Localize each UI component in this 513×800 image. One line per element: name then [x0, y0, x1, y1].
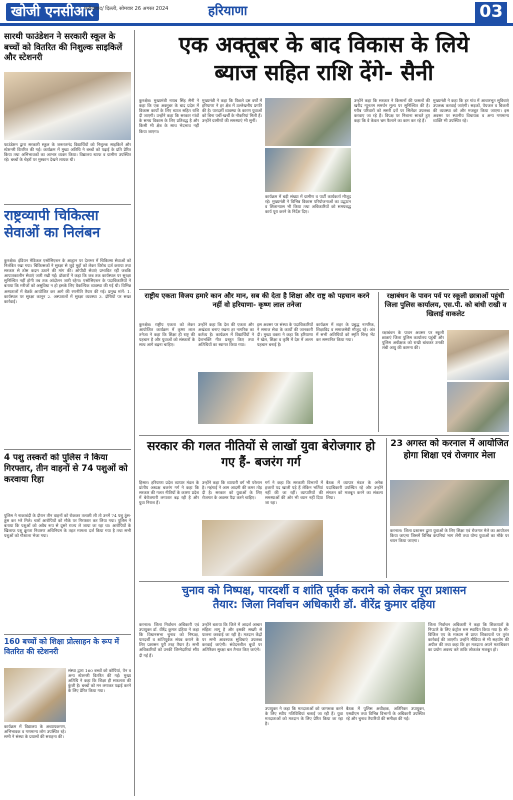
election-prep-headline-line2: तैयार: जिला निर्वाचन अधिकारी डॉ. वीरेंद्र कुमार दहिया: [212, 598, 436, 611]
column-divider: [378, 292, 379, 432]
rakshabandhan-photo-1: [447, 330, 509, 380]
rakshabandhan-body: रक्षाबंधन के पावन अवसर पर स्कूली छात्राएं जिला पुलिस कार्यालय पहुंचीं और पुलिस अधीक्षक को राखी बांधकर उनकी लंबी आयु की कामना की।: [382, 330, 444, 351]
divider: [139, 435, 509, 436]
main-lead-body-col4: उन्होंने कहा कि सरकार ने किसानों की फसलों की खरीद न्यूनतम समर्थन मूल्य पर सुनिश्चित की है। गरीब परिवारों को सस्ती दरों पर सिलेंडर उपलब्ध करवाए जा रहे हैं। विपक्ष पर निशाना साधते हुए कहा कि वे केवल भ्रम फैलाने का काम कर रहे हैं।: [354, 98, 430, 124]
divider: [4, 204, 131, 205]
unity-body-col3: इस अवसर पर संस्था के पदाधिकारियों ने समाज सेवा के कार्यों की जानकारी दी। मुख्य वक्ता ने कहा कि हरियाणा ने खेल, शिक्षा व कृषि में देश में अलग पहचान बनाई है।: [257, 322, 313, 348]
rakshabandhan-headline: रक्षाबंधन के पावन पर्व पर स्कूली छात्राओं पहुंची जिला पुलिस कार्यालय, एस.पी. को बांधी राखी व खिलाई वाकलेट: [384, 292, 507, 318]
unity-body-col1: कुरुक्षेत्र। राष्ट्रीय एकता को लेकर आयोजित कार्यक्रम में कृष्ण लाल तनेजा ने कहा कि शिक्षा ही राष्ट्र की पहचान है और युवाओं को संस्कारों के साथ आगे बढ़ना चाहिए।: [139, 322, 195, 348]
sai-foundation-body: फाउंडेशन द्वारा सरकारी स्कूल के जरूरतमंद विद्यार्थियों को निशुल्क साइकिलें और स्टेशनरी वितरित की गई। कार्यक्रम में मुख्य अतिथि ने बच्चों को पढ़ाई के प्रति प्रेरित किया तथा अभिभावकों का आभार व्यक्त किया। विद्यालय स्टाफ व ग्रामीण उपस्थित रहे। बच्चों के चेहरों पर मुस्कान देखने लायक थी।: [4, 142, 131, 163]
main-lead-headline-line1: एक अक्तूबर के बाद विकास के लिये: [178, 33, 470, 58]
election-body-col4: बैठक में पुलिस अधीक्षक, अतिरिक्त उपायुक्त, एसडीएम तथा विभिन्न विभागों के अधिकारी उपस्थित रहे और चुनाव तैयारियों की समीक्षा की गई।: [346, 706, 425, 722]
column-divider: [134, 30, 135, 796]
books-photo: [4, 668, 66, 722]
rakshabandhan-photo-2: [447, 382, 509, 432]
main-lead-body-col3: कार्यक्रम में बड़ी संख्या में ग्रामीण व पार्टी कार्यकर्ता मौजूद रहे। मुख्यमंत्री ने विभिन्न विकास परियोजनाओं का उद्घाटन व शिलान्यास भी किया तथा अधिकारियों को समयबद्ध कार्य पूरा करने के निर्देश दिए।: [265, 194, 351, 215]
medical-strike-article: [4, 208, 131, 256]
karnal-fair-photo: [390, 480, 509, 526]
main-lead-body-col1: कुरुक्षेत्र। मुख्यमंत्री नायब सिंह सैनी ने कहा कि एक अक्तूबर के बाद प्रदेश में विकास कार्यों के लिए ब्याज सहित राशि दी जाएगी। उन्होंने कहा कि सरकार गांवों के समग्र विकास के लिए प्रतिबद्ध है और किसी भी क्षेत्र के साथ भेदभाव नहीं किया जाएगा।: [139, 98, 199, 134]
election-body-col1: करनाल। जिला निर्वाचन अधिकारी एवं उपायुक्त डॉ. वीरेंद्र कुमार दहिया ने कहा कि विधानसभा चुनाव को निष्पक्ष, पारदर्शी व शांतिपूर्वक संपन्न कराने के लिए प्रशासन पूरी तरह तैयार है। सभी अधिकारियों को उनकी जिम्मेदारियां सौंप दी गई हैं।: [139, 622, 199, 658]
bajrang-body-col1: हिसार। हरियाणा प्रदेश व्यापार मंडल के प्रांतीय अध्यक्ष बजरंग गर्ग ने कहा कि सरकार की गलत नीतियों के कारण प्रदेश में बेरोजगारी लगातार बढ़ रही है और युवा निराश हैं।: [139, 480, 199, 506]
books-distribution-body: संस्था द्वारा 160 बच्चों को कॉपियां, पेन व अन्य स्टेशनरी वितरित की गई। मुख्य अतिथि ने कहा कि शिक्षा ही सफलता की कुंजी है। बच्चों को मन लगाकर पढ़ाई करने के लिए प्रेरित किया गया।: [68, 668, 131, 694]
unity-body-col2: उन्होंने कहा कि देश की एकता और अखंडता बनाए रखना हर नागरिक का कर्तव्य है। कार्यक्रम में विद्यार्थियों ने देशभक्ति गीत प्रस्तुत किए तथा अतिथियों का स्वागत किया गया।: [198, 322, 254, 348]
section-title: हरियाणा: [208, 4, 248, 19]
animal-smuggling-body: पुलिस ने नाकाबंदी के दौरान तीन वाहनों को रोककर तलाशी ली तो उनमें 74 पशु ठूंस-ठूंस कर भरे मिले। चारों आरोपियों को मौके पर गिरफ्तार कर लिया गया। पुलिस ने बताया कि पशुओं को अवैध रूप से दूसरे राज्य ले जाया जा रहा था। आरोपियों के खिलाफ पशु क्रूरता निवारण अधिनियम के तहत मामला दर्ज किया गया है तथा सभी पशुओं को गौशाला भेजा गया।: [4, 513, 131, 539]
election-body-col2: उन्होंने बताया कि जिले में आदर्श आचार संहिता लागू है और इसकी सख्ती से पालना करवाई जा रही है। मतदान केंद्रों पर सभी आवश्यक सुविधाएं उपलब्ध करवाई जाएंगी। संवेदनशील बूथों पर अतिरिक्त सुरक्षा बल तैनात किए जाएंगे।: [202, 622, 262, 653]
animal-smuggling-headline: 4 पशु तस्करों को पुलिस ने किया गिरफ्तार, तीन वाहनों से 74 पशुओं को करवाया रिहा: [4, 453, 128, 485]
divider: [4, 449, 131, 450]
election-prep-headline-line1: चुनाव को निष्पक्ष, पारदर्शी व शांति पूर्वक कराने को लेकर पूरा प्रशासन: [181, 584, 467, 597]
books-distribution-article: [4, 637, 131, 667]
students-cycles-photo: [4, 72, 131, 140]
unity-speech-article: [139, 292, 375, 320]
main-lead-body-col2: मुख्यमंत्री ने कहा कि पिछले दस वर्षों में हरियाणा ने हर क्षेत्र में उल्लेखनीय प्रगति की है। पारदर्शी व्यवस्था के कारण युवाओं को बिना पर्ची-खर्ची के नौकरियां मिली हैं। उन्होंने ग्रामीणों की समस्याएं भी सुनीं।: [202, 98, 262, 124]
newspaper-logo: खोजी एनसीआर: [6, 3, 99, 21]
medical-strike-body: कुरुक्षेत्र। इंडियन मेडिकल एसोसिएशन के आह्वान पर देशभर में चिकित्सा सेवाओं को निलंबित रखा गया। चिकित्सकों ने सुरक्षा से जुड़े मुद्दों को लेकर विरोध दर्ज कराया तथा सरकार से ठोस कदम उठाने की मांग की। ओपीडी सेवाएं प्रभावित रहीं जबकि आपातकालीन सेवाएं जारी रखी गईं। डॉक्टरों ने कहा कि जब तक कार्यस्थल पर सुरक्षा सुनिश्चित नहीं होगी तब तक आंदोलन जारी रहेगा। एसोसिएशन के पदाधिकारियों ने बताया कि मरीजों को असुविधा न हो इसके लिए वैकल्पिक व्यवस्था की गई थी। विभिन्न अस्पतालों में बैठकें आयोजित कर आगे की रणनीति तैयार की गई। प्रमुख मांगें: 1. कार्यस्थल पर सुरक्षा कानून 2. अस्पतालों में सुरक्षा व्यवस्था 3. दोषियों पर सख्त कार्रवाई।: [4, 258, 131, 304]
bajrang-garg-headline: सरकार की गलत नीतियों से लाखों युवा बेरोजगार हो गए हैं- बजरंग गर्ग: [146, 439, 376, 469]
election-meeting-photo: [265, 622, 425, 704]
main-lead-headline-line2: ब्याज सहित राशि देंगे- सैनी: [214, 61, 434, 86]
masthead-bar: [0, 0, 513, 26]
cm-event-photo-1: [265, 98, 351, 146]
sai-foundation-headline: सारथी फाउंडेशन ने सरकारी स्कूल के बच्चों को वितरित की निशुल्क साइकिलें और स्टेशनरी: [4, 31, 123, 62]
rakshabandhan-article: [382, 292, 509, 328]
unity-event-photo: [198, 372, 313, 424]
divider: [139, 289, 509, 290]
election-body-col3: उपायुक्त ने कहा कि मतदाताओं को जागरूक करने के लिए स्वीप गतिविधियां चलाई जा रही हैं। युवा मतदाताओं को मतदान के लिए प्रेरित किया जा रहा है।: [265, 706, 343, 727]
books-distribution-body-2: कार्यक्रम में विद्यालय के अध्यापकगण, अभिभावक व गणमान्य लोग उपस्थित रहे। सभी ने संस्था के प्रयासों की सराहना की।: [4, 724, 66, 740]
unity-body-col4: कार्यक्रम में शहर के प्रबुद्ध नागरिक, शिक्षाविद व समाजसेवी मौजूद रहे। अंत में सभी अतिथियों को स्मृति चिन्ह भेंट कर सम्मानित किया गया।: [316, 322, 375, 343]
bajrang-body-col2: उन्होंने कहा कि व्यापारी वर्ग भी परेशान है। महंगाई ने आम आदमी की कमर तोड़ दी है। सरकार को युवाओं के लिए रोजगार के अवसर पैदा करने चाहिए।: [202, 480, 262, 501]
bajrang-body-col3: गर्ग ने कहा कि सरकारी विभागों में हजारों पद खाली पड़े हैं लेकिन भर्तियां नहीं की जा रहीं। व्यापारियों की समस्याओं की ओर भी ध्यान नहीं दिया जा रहा।: [265, 480, 323, 506]
books-distribution-headline: 160 बच्चों को शिक्षा प्रोत्साहन के रूप में वितरित की स्टेशनरी: [4, 637, 120, 656]
sai-foundation-article: [4, 31, 131, 71]
karnal-fair-article: [390, 438, 509, 478]
divider: [4, 634, 131, 635]
bajrang-meeting-photo: [202, 520, 323, 576]
election-body-col5: जिला निर्वाचन अधिकारी ने कहा कि शिकायतों के निपटारे के लिए कंट्रोल रूम स्थापित किया गया है। सी-विजिल एप के माध्यम से प्राप्त शिकायतों पर तुरंत कार्रवाई की जाएगी। उन्होंने मीडिया से भी सहयोग की अपील की तथा कहा कि हर मतदाता अपने मताधिकार का प्रयोग अवश्य करे ताकि लोकतंत्र मजबूत हो।: [428, 622, 509, 653]
karnal-fair-body: करनाल। जिला प्रशासन द्वारा युवाओं के लिए शिक्षा एवं रोजगार मेले का आयोजन किया जाएगा जिसमें विभिन्न कंपनियां भाग लेंगी तथा योग्य युवाओं का मौके पर चयन किया जाएगा।: [390, 528, 509, 544]
page-number: 03: [475, 2, 507, 23]
unity-speech-headline: राष्ट्रीय एकता विजय हमारे कान और मान, सब की देता है शिक्षा और राष्ट्र को पहचान करने नहीं वो हरियाणा- कृष्ण लाल तनेजा: [144, 292, 370, 309]
cm-event-photo-2: [265, 148, 351, 192]
bajrang-body-col4: बैठक में व्यापार मंडल के अनेक पदाधिकारी उपस्थित रहे और उन्होंने संगठन को मजबूत करने का संकल्प लिया।: [326, 480, 383, 501]
column-divider: [386, 438, 387, 578]
animal-smuggling-article: [4, 453, 131, 511]
bajrang-garg-article: [139, 438, 383, 478]
karnal-fair-headline: 23 अगस्त को करनाल में आयोजित होगा शिक्षा एवं रोजगार मेला: [390, 439, 509, 461]
medical-strike-headline: राष्ट्रव्यापी चिकित्सा सेवाओं का निलंबन: [4, 208, 100, 241]
main-lead-headline-block: [139, 32, 509, 94]
main-lead-body-col5: मुख्यमंत्री ने कहा कि हर गांव में आधारभूत सुविधाएं उपलब्ध करवाई जाएंगी। सड़कों, पेयजल व बिजली की व्यवस्था को और मजबूत किया जाएगा। इस अवसर पर स्थानीय विधायक व अन्य गणमान्य व्यक्ति भी उपस्थित रहे।: [433, 98, 509, 124]
dateline: फरीदाबाद/ दिल्ली, सोमवार 26 अगस्त 2024: [84, 6, 169, 12]
divider: [139, 581, 509, 582]
election-prep-article: [139, 584, 509, 620]
